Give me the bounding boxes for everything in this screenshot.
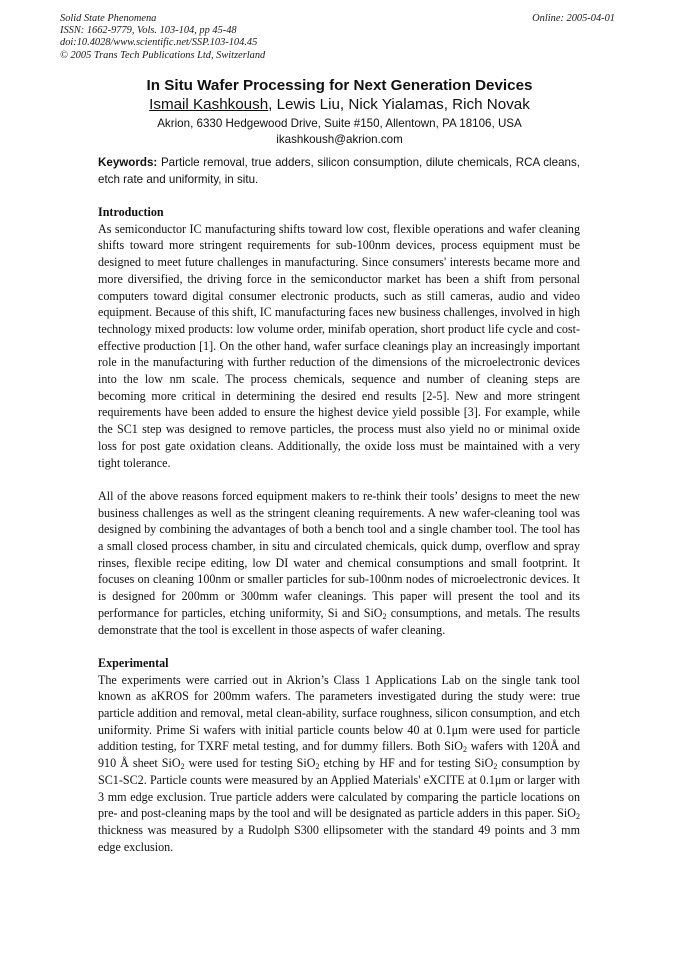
page-header (60, 13, 615, 62)
introduction-heading: Introduction (98, 205, 164, 219)
journal-name: Solid State Phenomena (60, 13, 157, 24)
paper-body (98, 204, 580, 855)
first-author-link[interactable]: Ismail Kashkoush (149, 96, 269, 113)
experimental-heading: Experimental (98, 655, 169, 670)
paper-title: In Situ Wafer Processing for Next Generation Devices (146, 77, 533, 94)
experimental-paragraph: The experiments were carried out in Akrion’s Class 1 Applications Lab on the single tank tool known as aKROS for 200mm wafers. The parameters investigated during the study were: true particle addition and removal, metal clean-ability, surface roughness, silicon consumption, and etch uniformity. Prime Si wafers with initial particle counts below 40 at 0.1μm were used for particle addition testing, for TXRF metal testing, and for dummy fillers. Both SiO$_2$ wafers with 120Å and 910 Å sheet SiO$_2$ were used for testing SiO$_2$ etching by HF and for testing SiO$_2$ consumption by SC1-SC2. Particle counts were measured by an Applied Materials' eXCITE at 0.1μm or larger with 3 mm edge exclusion. True particle adders were calculated by comparing the particle locations on pre- and post-cleaning maps by the tool and will be designated as particle adders in this paper. SiO$_2$ thickness was measured by a Rudolph S300 ellipsometer with the standard 49 points and 3 mm edge exclusion. (98, 672, 580, 854)
keywords-label: Keywords: (98, 156, 158, 169)
introduction-paragraph-2: All of the above reasons forced equipment makers to re-think their tools’ designs to meet the new business challenges as well as the stringent cleaning requirements. A new wafer-cleaning tool was designed by combining the advantages of both a bench tool and a single chamber tool. The tool has a small closed process chamber, in situ and circulated chemicals, quick dump, overflow and spray rinses, flexible recipe editing, low DI water and chemical consumptions and small footprint. It focuses on cleaning 100nm or smaller particles for sub-100nm nodes of microelectronic devices. It is designed for 200mm or 300mm wafer cleanings. This paper will present the tool and its performance for particles, etching uniformity, Si and SiO$_2$ consumptions, and metals. The results demonstrate that the tool is excellent in those aspects of wafer cleaning. (98, 488, 580, 637)
keywords-paragraph (98, 155, 580, 188)
keywords-text: Particle removal, true adders, silicon consumption, dilute chemicals, RCA cleans, etch rate and uniformity, in situ. (98, 156, 580, 186)
author-email: ikashkoush@akrion.com (276, 133, 403, 146)
copyright-line: © 2005 Trans Tech Publications Ltd, Switzerland (60, 49, 266, 61)
online-date: Online: 2005-04-01 (532, 13, 615, 24)
introduction-paragraph-1: As semiconductor IC manufacturing shifts toward low cost, flexible operations and wafer cleaning shifts toward more stringent requirements for sub-100nm devices, process equipment must be designed to meet future challenges in manufacturing. Since consumers' interests became more and more diversified, the driving force in the semiconductor market has been a shift from personal computers toward digital consumer electronic products, such as still cameras, audio and video equipment. Because of this shift, IC manufacturing faces new business challenges, involved in high technology mixed products: low volume order, minifab operation, short product life cycle and cost-effective production [1]. On the other hand, wafer surface cleanings play an increasingly important role in the manufacturing with further reduction of the dimensions of the microelectronic devices into the low nm scale. The process chemicals, sequence and number of cleaning steps are becoming more critical in determining the desired end results [2-5]. New and more stringent requirements have been added to ensure the highest device yield possible [3]. For example, while the SC1 step was designed to remove particles, the process must also yield no or minimal oxide loss for post gate oxidation cleans. Additionally, the oxide loss must be maintained with a very tight tolerance. (98, 221, 580, 470)
issn-line: ISSN: 1662-9779, Vols. 103-104, pp 45-48 (60, 25, 237, 37)
affiliation: Akrion, 6330 Hedgewood Drive, Suite #150, Allentown, PA 18106, USA (157, 117, 522, 130)
co-authors: , Lewis Liu, Nick Yialamas, Rich Novak (268, 96, 530, 113)
doi-line: doi:10.4028/www.scientific.net/SSP.103-104.45 (60, 37, 258, 49)
title-block (60, 76, 619, 148)
author-list (60, 95, 619, 114)
